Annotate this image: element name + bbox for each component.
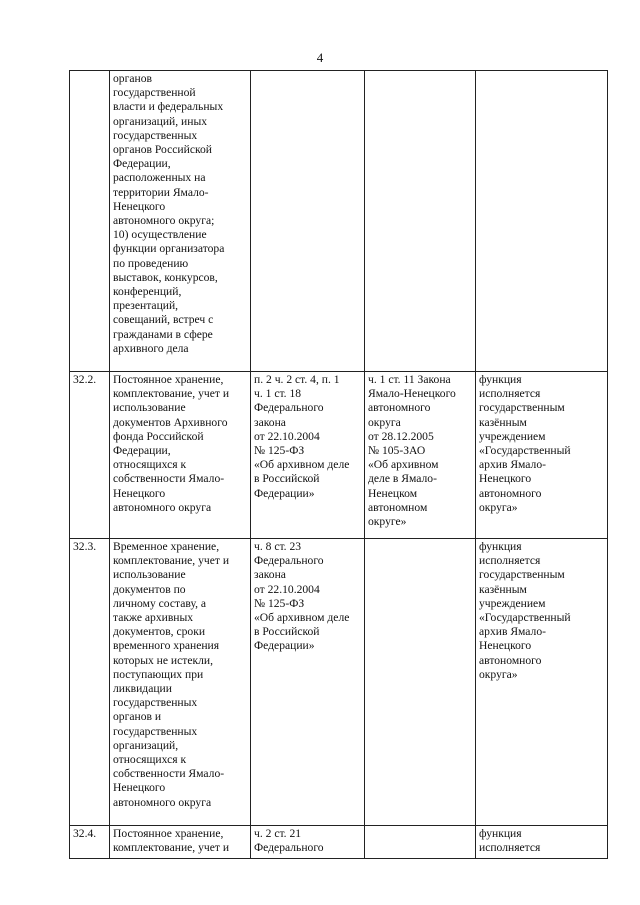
federal-law-text: ч. 2 ст. 21 Федерального <box>254 827 324 855</box>
function-name-text: органов государственной власти и федеральных организаций, иных государственных органов Российской Федерации, расположенных на территории Ямало- Ненецкого автономного округа; 10) осуществление функции организатора по проведению выставок, конкурсов, конференций, презентаций, совещаний, встреч с гражданами в сфере архивного дела <box>113 72 225 355</box>
function-name-text: Постоянное хранение, комплектование, учет и <box>113 827 230 855</box>
functions-table <box>69 70 608 859</box>
cell-federal-law <box>251 539 365 826</box>
regional-law-text: ч. 1 ст. 11 Закона Ямало-Ненецкого автономного округа от 28.12.2005 № 105-ЗАО «Об архивном деле в Ямало- Ненецком автономном округе» <box>368 373 456 529</box>
cell-federal-law <box>251 372 365 539</box>
cell-function-name <box>110 372 251 539</box>
cell-function-name <box>110 71 251 372</box>
cell-number <box>70 71 110 372</box>
cell-federal-law <box>251 826 365 859</box>
executor-text: функция исполняется государственным казённым учреждением «Государственный архив Ямало- Ненецкого автономного округа» <box>479 540 571 681</box>
cell-executor <box>476 71 608 372</box>
cell-executor <box>476 372 608 539</box>
executor-text: функция исполняется государственным казённым учреждением «Государственный архив Ямало- Ненецкого автономного округа» <box>479 373 571 514</box>
cell-regional-law <box>365 71 476 372</box>
row-number: 32.3. <box>73 540 97 553</box>
federal-law-text: ч. 8 ст. 23 Федерального закона от 22.10.2004 № 125-ФЗ «Об архивном деле в Российской Федерации» <box>254 540 350 653</box>
cell-number <box>70 372 110 539</box>
row-number: 32.4. <box>73 827 97 840</box>
cell-number <box>70 539 110 826</box>
function-name-text: Временное хранение, комплектование, учет и использование документов по личному составу, а также архивных документов, сроки временного хранения которых не истекли, поступающих при ликвидации государственных органов и государственных организаций, относящихся к собственности Ямало- Ненецкого автономного округа <box>113 540 230 809</box>
table-row <box>70 372 608 539</box>
cell-executor <box>476 539 608 826</box>
cell-number <box>70 826 110 859</box>
cell-regional-law <box>365 372 476 539</box>
table-row <box>70 71 608 372</box>
cell-regional-law <box>365 826 476 859</box>
row-number: 32.2. <box>73 373 97 386</box>
table-row <box>70 826 608 859</box>
cell-federal-law <box>251 71 365 372</box>
cell-regional-law <box>365 539 476 826</box>
executor-text: функция исполняется <box>479 827 541 855</box>
cell-executor <box>476 826 608 859</box>
table-row <box>70 539 608 826</box>
cell-function-name <box>110 539 251 826</box>
function-name-text: Постоянное хранение, комплектование, учет и использование документов Архивного фонда Российской Федерации, относящихся к собственности Ямало- Ненецкого автономного округа <box>113 373 230 514</box>
cell-function-name <box>110 826 251 859</box>
federal-law-text: п. 2 ч. 2 ст. 4, п. 1 ч. 1 ст. 18 Федерального закона от 22.10.2004 № 125-ФЗ «Об архивном деле в Российской Федерации» <box>254 373 350 500</box>
page-number: 4 <box>316 50 324 65</box>
